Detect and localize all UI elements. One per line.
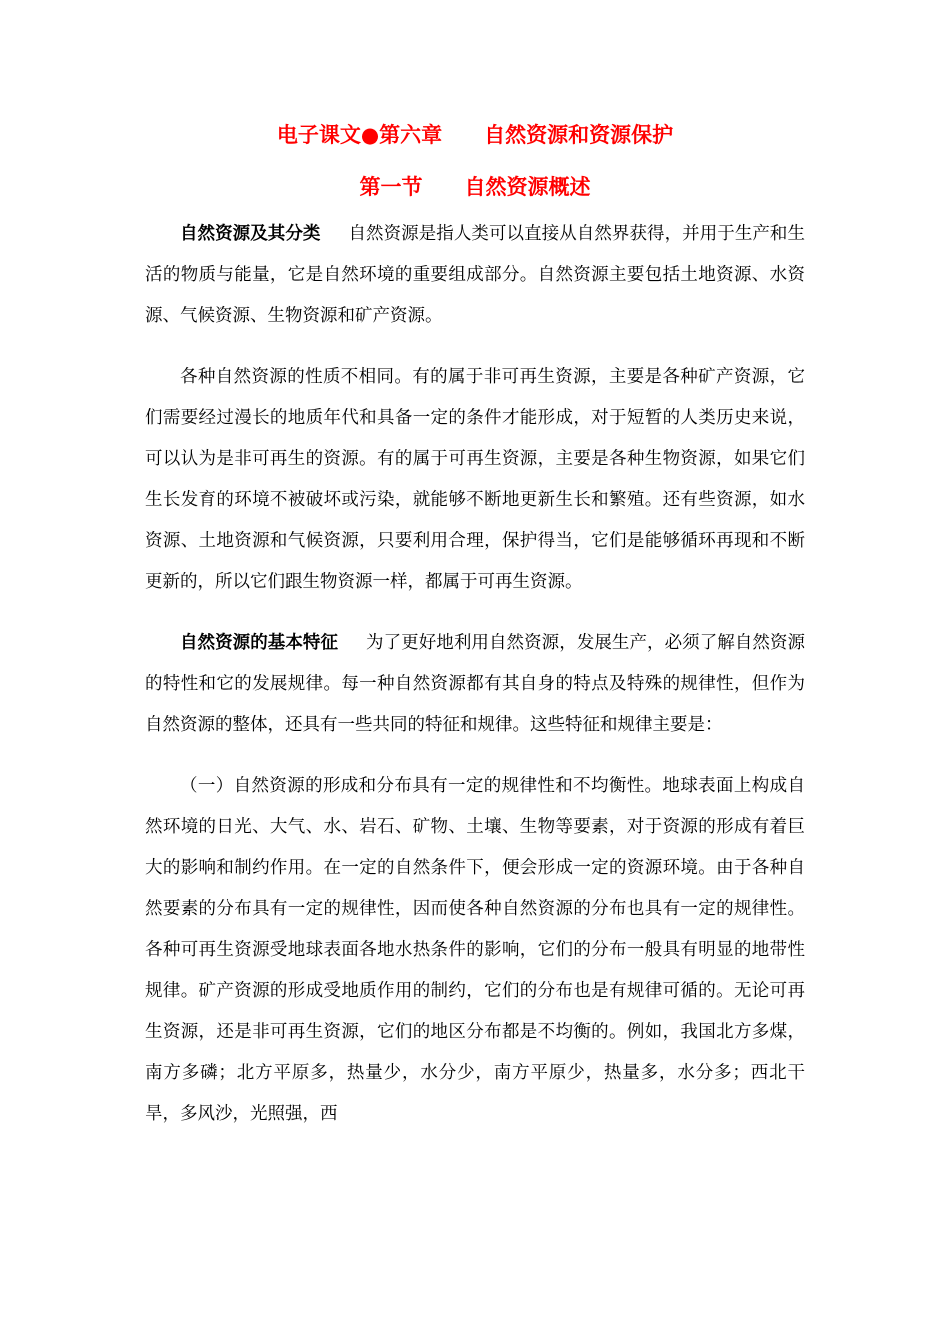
paragraph-feature-one bbox=[145, 766, 805, 1135]
paragraph-properties bbox=[145, 357, 805, 603]
paragraph-features bbox=[145, 623, 805, 746]
paragraph-text: 自然资源是指人类可以直接从自然界获得，并用于生产和生活的物质与能量，它是自然环境的重要组成部分。自然资源主要包括土地资源、水资源、气候资源、生物资源和矿产资源。 bbox=[145, 224, 805, 326]
paragraph-text: 各种自然资源的性质不相同。有的属于非可再生资源，主要是各种矿产资源，它们需要经过漫长的地质年代和具备一定的条件才能形成，对于短暂的人类历史来说，可以认为是非可再生的资源。有的属于可再生资源，主要是各种生物资源，如果它们生长发育的环境不被破坏或污染，就能够不断地更新生长和繁殖。还有些资源，如水资源、土地资源和气候资源，只要利用合理，保护得当，它们是能够循环再现和不断更新的，所以它们跟生物资源一样，都属于可再生资源。 bbox=[145, 367, 805, 592]
paragraph-lead: 自然资源的基本特征 bbox=[180, 633, 339, 653]
paragraph-classification bbox=[145, 214, 805, 337]
paragraph-text: 为了更好地利用自然资源，发展生产，必须了解自然资源的特性和它的发展规律。每一种自然资源都有其自身的特点及特殊的规律性，但作为自然资源的整体，还具有一些共同的特征和规律。这些特征和规律主要是： bbox=[145, 633, 805, 735]
chapter-title: 电子课文●第六章 自然资源和资源保护 bbox=[276, 122, 674, 147]
document-page bbox=[145, 120, 805, 1135]
section-title: 第一节 自然资源概述 bbox=[359, 174, 591, 199]
paragraph-text: （一）自然资源的形成和分布具有一定的规律性和不均衡性。地球表面上构成自然环境的日光、大气、水、岩石、矿物、土壤、生物等要素，对于资源的形成有着巨大的影响和制约作用。在一定的自然条件下，便会形成一定的资源环境。由于各种自然要素的分布具有一定的规律性，因而使各种自然资源的分布也具有一定的规律性。各种可再生资源受地球表面各地水热条件的影响，它们的分布一般具有明显的地带性规律。矿产资源的形成受地质作用的制约，它们的分布也是有规律可循的。无论可再生资源，还是非可再生资源，它们的地区分布都是不均衡的。例如，我国北方多煤，南方多磷；北方平原多，热量少，水分少，南方平原少，热量多，水分多；西北干旱，多风沙，光照强，西 bbox=[145, 776, 805, 1124]
paragraph-lead: 自然资源及其分类 bbox=[180, 224, 321, 244]
